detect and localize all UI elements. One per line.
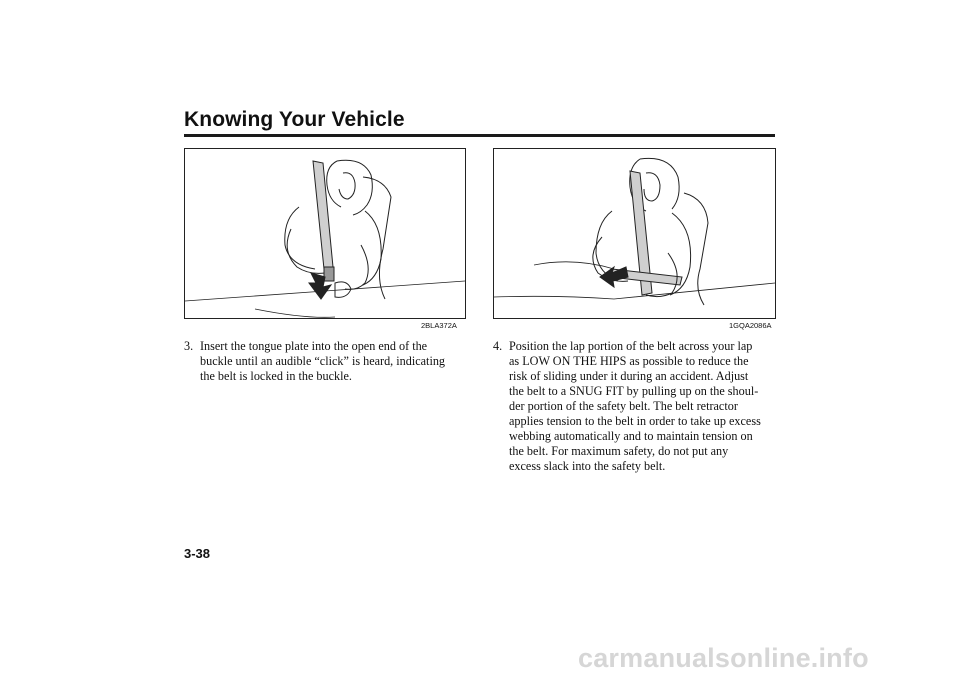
page-number: 3-38 [184, 546, 211, 561]
step-text-line: buckle until an audible “click” is heard, indicating [200, 354, 446, 368]
step-text-line: excess slack into the safety belt. [509, 459, 666, 473]
header-rule [184, 134, 775, 137]
step-text-line: der portion of the safety belt. The belt retractor [509, 399, 738, 413]
lap-belt-illustration [493, 148, 776, 319]
step-text-line: the belt is locked in the buckle. [200, 369, 352, 383]
step-number: 3. [184, 339, 194, 353]
seatbelt-buckle-illustration [184, 148, 466, 319]
step-number: 4. [493, 339, 503, 353]
instruction-step-3 [184, 339, 474, 384]
step-text-line: the belt to a SNUG FIT by pulling up on the shoul- [509, 384, 759, 398]
step-text-line: Position the lap portion of the belt across your lap [509, 339, 753, 353]
step-text-line: as LOW ON THE HIPS as possible to reduce the [509, 354, 749, 368]
step-text-line: the belt. For maximum safety, do not put any [509, 444, 729, 458]
page-title: Knowing Your Vehicle [184, 108, 405, 131]
step-text-line: applies tension to the belt in order to take up excess [509, 414, 761, 428]
figure-code: 2BLA372A [421, 321, 457, 330]
watermark: carmanualsonline.info [578, 643, 869, 673]
step-text-line: webbing automatically and to maintain tension on [509, 429, 753, 443]
step-text-line: risk of sliding under it during an accident. Adjust [509, 369, 749, 383]
figure-code: 1GQA2086A [729, 321, 772, 330]
instruction-step-4 [493, 339, 785, 474]
step-text-line: Insert the tongue plate into the open end of the [200, 339, 428, 353]
